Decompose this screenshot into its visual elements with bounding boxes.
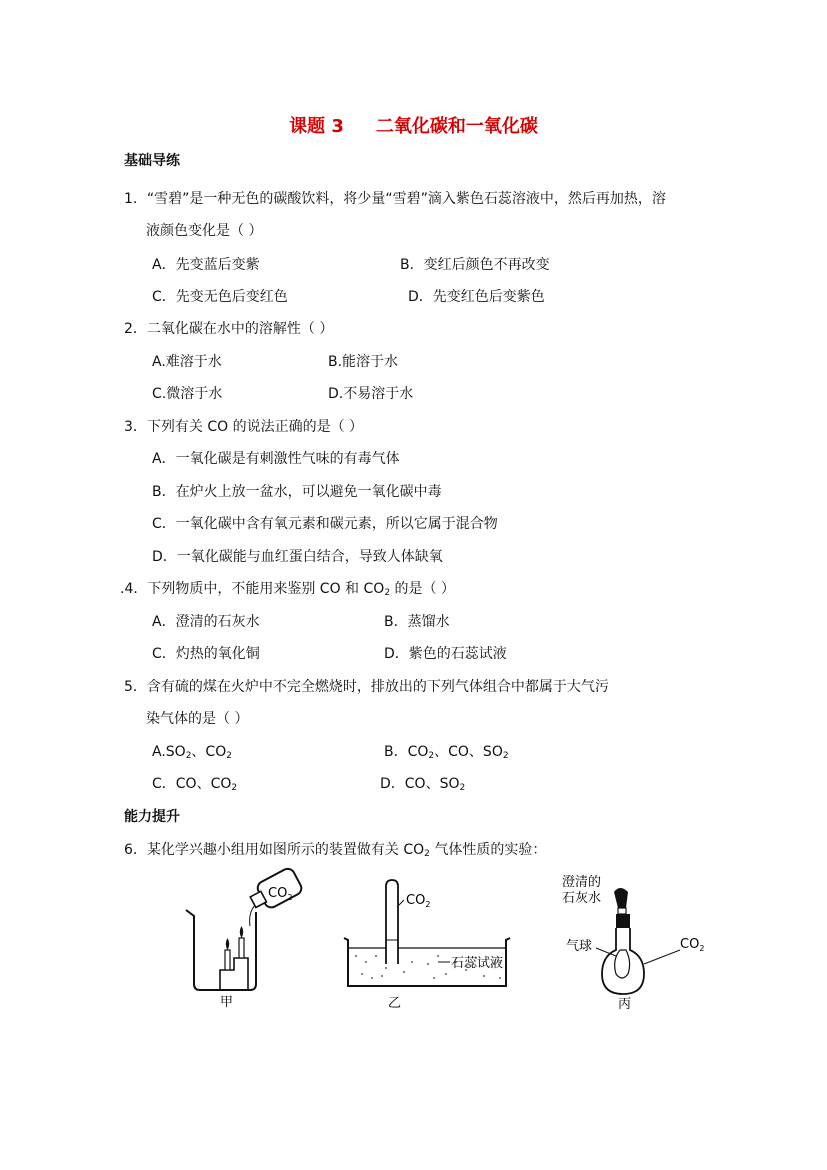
flame-low	[226, 938, 230, 950]
bing-co2-leader	[644, 950, 680, 964]
q4-stem-text: .4．下列物质中，不能用来鉴别 CO 和 CO	[120, 581, 385, 597]
section-heading-basic: 基础导练	[124, 153, 180, 169]
q5-a-sub2: 2	[226, 751, 232, 761]
q3-option-b: B．在炉火上放一盆水，可以避免一氧化碳中毒	[152, 484, 442, 500]
q2-option-a: A.难溶于水	[152, 354, 222, 370]
q2-option-d: D.不易溶于水	[328, 386, 414, 402]
candle-low	[225, 950, 230, 970]
q3-option-d: D．一氧化碳能与血红蛋白结合，导致人体缺氧	[152, 549, 443, 565]
q6-subscript: 2	[424, 849, 430, 859]
step-stand	[220, 958, 248, 990]
stopper	[616, 914, 630, 928]
title-number: 课题 3	[289, 116, 344, 137]
title-main: 二氧化碳和一氧化碳	[375, 116, 538, 137]
q3-option-a: A．一氧化碳是有刺激性气味的有毒气体	[152, 451, 400, 467]
yi-caption: 乙	[388, 996, 402, 1011]
bing-lime-label-1: 澄清的	[562, 875, 602, 890]
q5-b-mid: 、CO、SO	[434, 744, 503, 760]
q4-stem	[120, 578, 455, 598]
q2-stem: 2．二氧化碳在水中的溶解性（ ）	[124, 321, 334, 337]
q2-option-c: C.微溶于水	[152, 386, 223, 402]
q4-option-c: C．灼热的氧化铜	[152, 646, 260, 662]
figure-jia	[180, 866, 310, 1010]
q6-stem-tail: 气体性质的实验：	[429, 842, 547, 858]
q5-a-mid: 、CO	[191, 744, 227, 760]
q1-option-a: A．先变蓝后变紫	[152, 257, 260, 273]
q3-stem: 3．下列有关 CO 的说法正确的是（ ）	[124, 419, 364, 435]
figure-bing	[556, 870, 720, 1010]
q5-option-c	[152, 773, 237, 793]
q5-d-text: D．CO、SO	[380, 776, 460, 792]
bing-caption: 丙	[618, 997, 632, 1010]
dropper-collar	[618, 908, 626, 914]
q5-option-d	[380, 773, 465, 793]
q4-option-d: D．紫色的石蕊试液	[384, 646, 507, 662]
q1-option-c: C．先变无色后变红色	[152, 289, 288, 305]
q4-stem-tail: 的是（ ）	[390, 581, 455, 597]
dropper-bulb	[614, 888, 628, 908]
q3-option-c: C．一氧化碳中含有氧元素和碳元素，所以它属于混合物	[152, 516, 498, 532]
page-title	[0, 112, 827, 138]
balloon	[615, 950, 630, 978]
yi-gas-label: $CO_2$	[406, 893, 431, 909]
flame-high	[240, 926, 244, 938]
q5-a-text: A.SO	[152, 744, 186, 760]
q4-subscript: 2	[384, 588, 391, 598]
q5-b-sub1: 2	[428, 751, 435, 761]
q5-stem-line2: 染气体的是（ ）	[146, 711, 249, 727]
bing-balloon-label: 气球	[566, 939, 593, 954]
q1-stem-line2: 液颜色变化是（ ）	[146, 223, 263, 239]
q5-a-sub1: 2	[185, 751, 192, 761]
jia-bottle-label: $CO_2$	[268, 886, 293, 902]
q2-option-b: B.能溶于水	[328, 354, 399, 370]
q4-option-a: A．澄清的石灰水	[152, 614, 260, 630]
q1-stem-line1: 1．“雪碧”是一种无色的碳酸饮料，将少量“雪碧”滴入紫色石蕊溶液中，然后再加热，溶	[124, 191, 666, 207]
yi-liquid-label: 石蕊试液	[451, 956, 504, 971]
beaker-shape	[186, 910, 256, 990]
figure-yi	[338, 878, 528, 1012]
q5-b-sub2: 2	[502, 751, 509, 761]
q1-option-b: B．变红后颜色不再改变	[400, 257, 550, 273]
bing-gas-label: $CO_2$	[680, 937, 705, 953]
q5-d-sub1: 2	[459, 783, 466, 793]
jia-caption: 甲	[220, 995, 234, 1010]
section-heading-advanced: 能力提升	[124, 809, 180, 825]
q5-c-sub1: 2	[231, 783, 238, 793]
q4-option-b: B．蒸馏水	[384, 614, 450, 630]
q1-option-d: D．先变红色后变紫色	[408, 289, 545, 305]
bing-lime-label-2: 石灰水	[562, 891, 602, 906]
q5-option-b	[384, 741, 509, 761]
q5-b-text: B．CO	[384, 744, 429, 760]
q6-stem-text: 6．某化学兴趣小组用如图所示的装置做有关 CO	[124, 842, 425, 858]
q5-c-text: C．CO、CO	[152, 776, 232, 792]
q6-stem	[124, 839, 546, 859]
q5-stem-line1: 5．含有硫的煤在火炉中不完全燃烧时，排放出的下列气体组合中都属于大气污	[124, 679, 609, 695]
test-tube	[386, 880, 398, 964]
q5-option-a	[152, 741, 232, 761]
candle-high	[239, 938, 244, 958]
